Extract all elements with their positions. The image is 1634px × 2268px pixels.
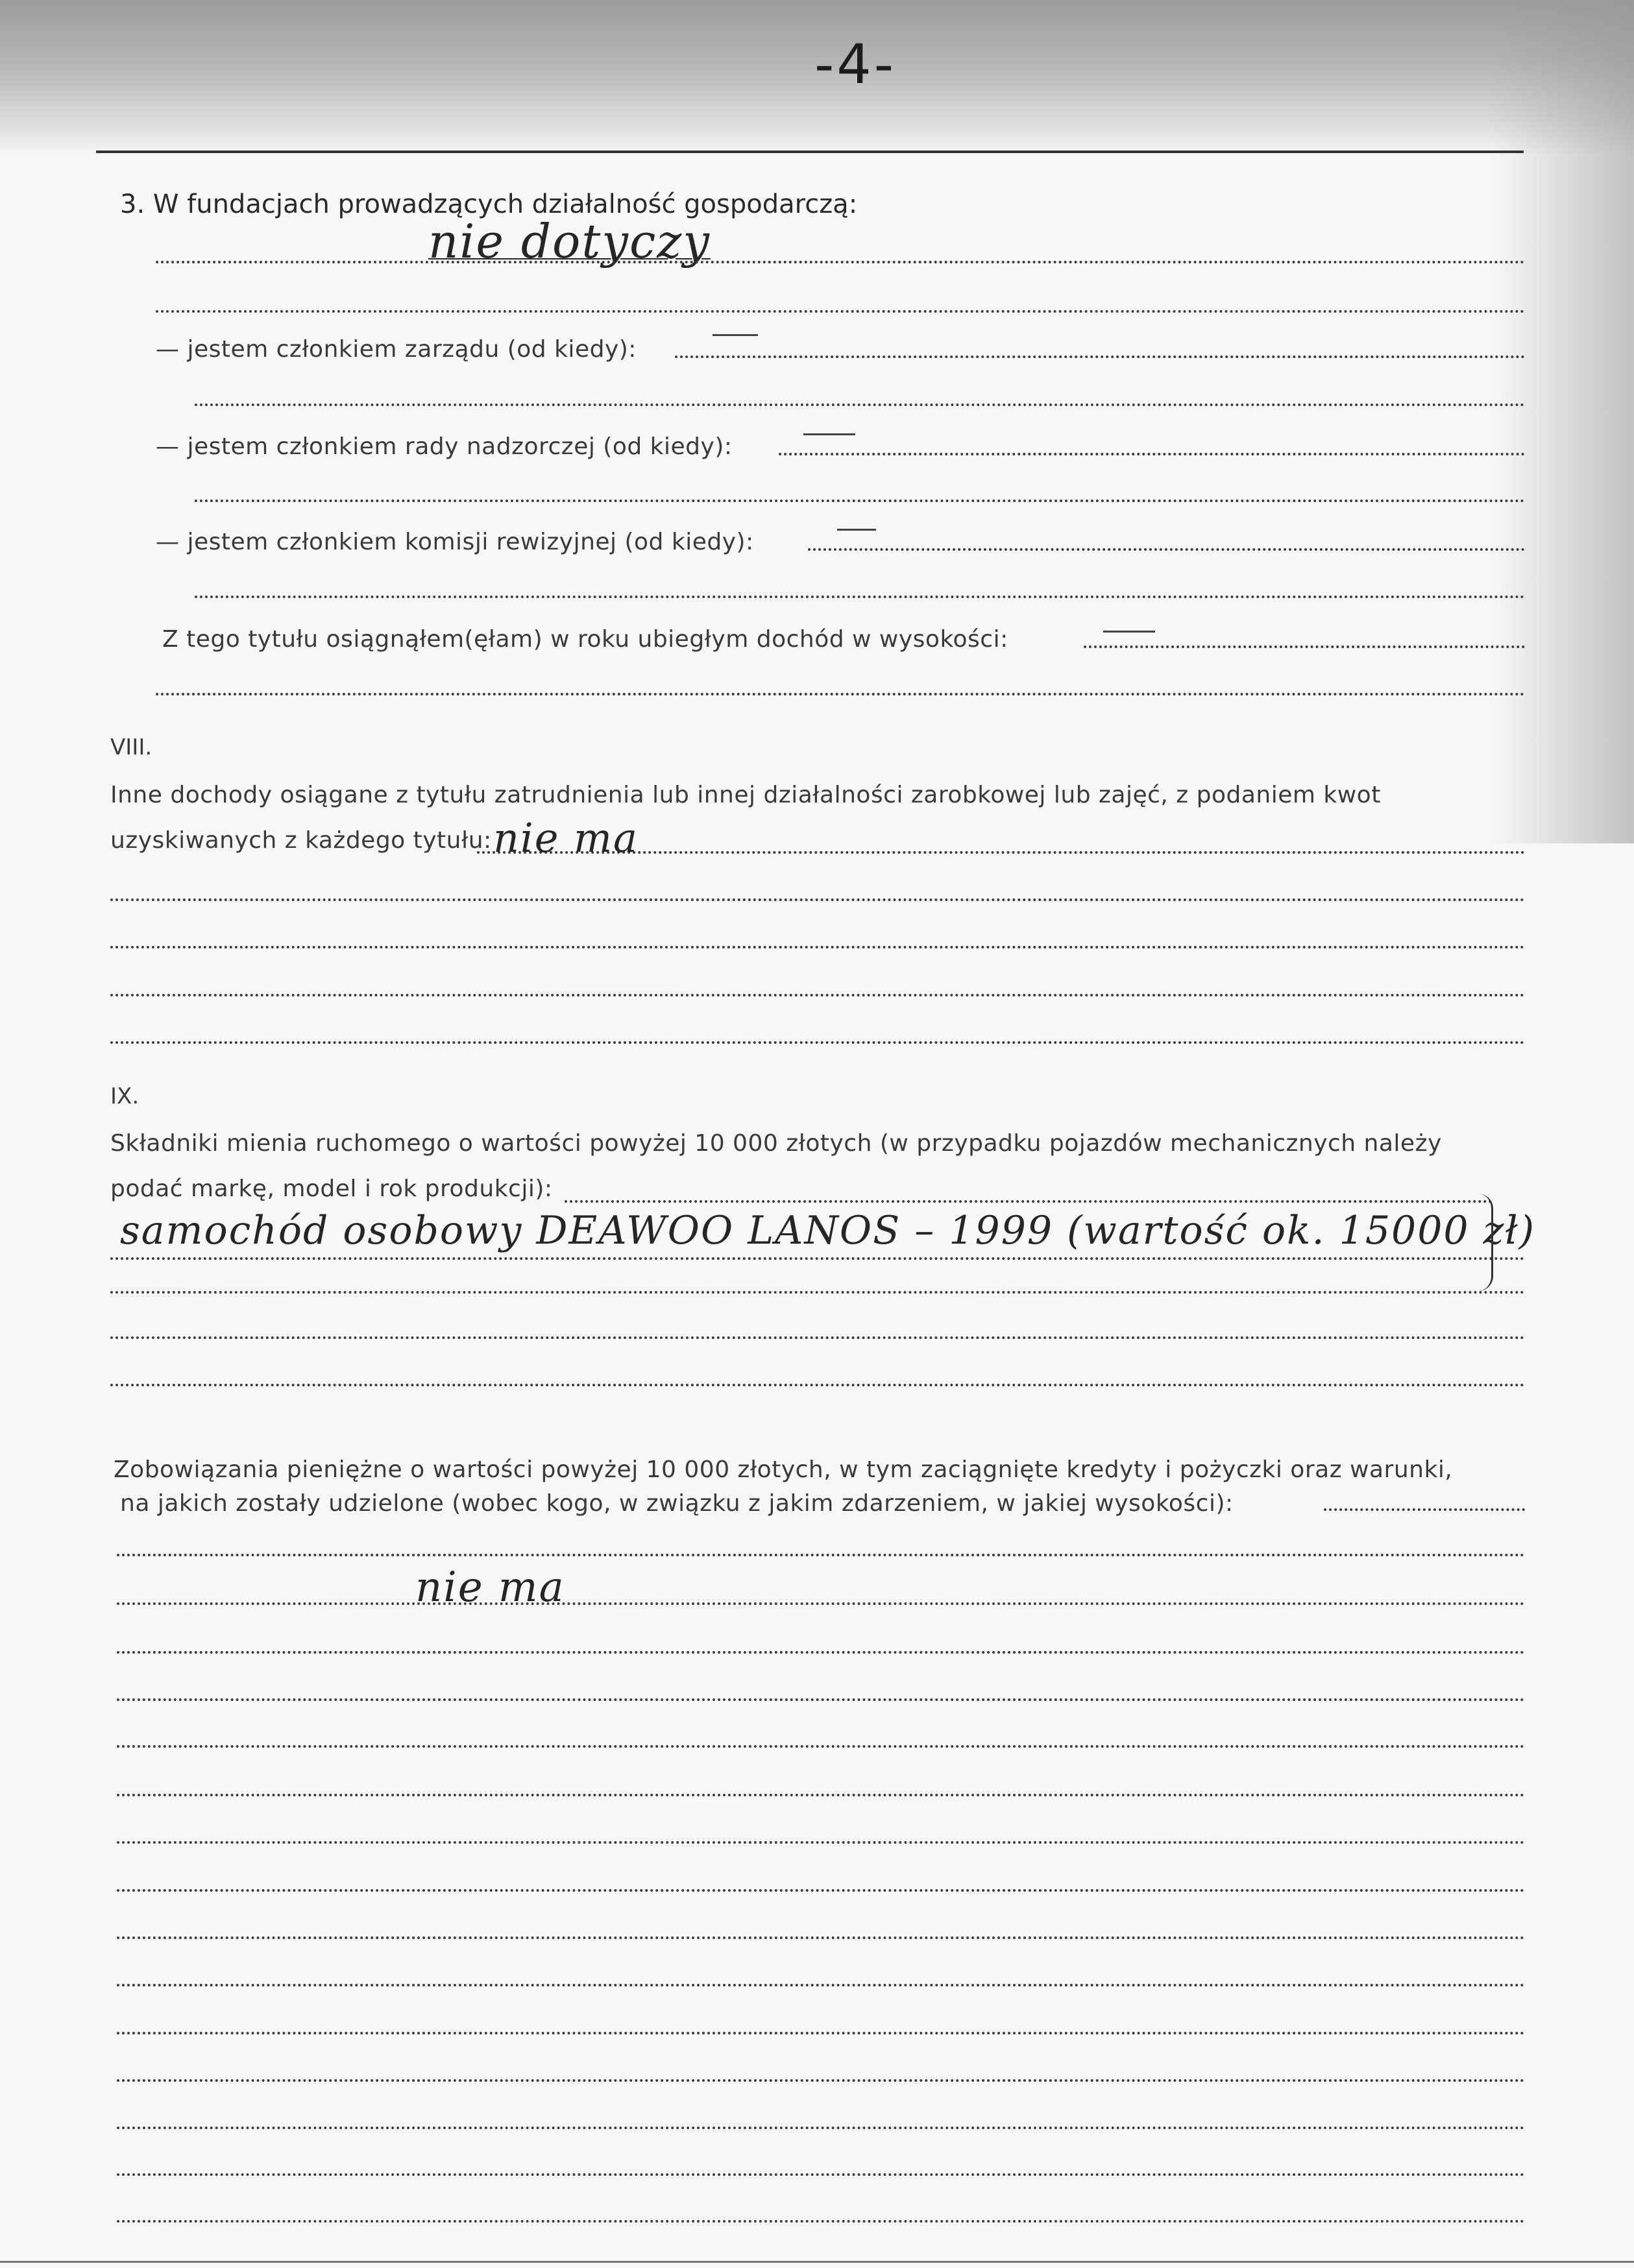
scan-shadow-right — [1491, 0, 1634, 843]
dochod-dash — [1103, 631, 1155, 633]
section9-line-e — [110, 1384, 1525, 1386]
section10-line-a — [1324, 1508, 1525, 1511]
section3-line-1 — [156, 261, 1525, 263]
rada-label: — jestem członkiem rady nadzorczej (od kiedy): — [156, 433, 733, 460]
komisja-dash — [837, 529, 876, 531]
section10-line-d — [117, 1651, 1525, 1654]
section3-answer: nie dotyczy — [428, 214, 711, 269]
section9-line-c — [110, 1291, 1525, 1294]
section9-line1: Składniki mienia ruchomego o wartości powyżej 10 000 złotych (w przypadku pojazdów mechanicznych należy — [110, 1130, 1442, 1157]
rada-line — [779, 453, 1525, 455]
section9-line-a — [565, 1200, 1493, 1203]
section9-answer: samochód osobowy DEAWOO LANOS – 1999 (wartość ok. 15000 zł) — [120, 1208, 1536, 1253]
section10-line-f — [117, 1745, 1525, 1748]
section8-line2: uzyskiwanych z każdego tytułu: — [110, 827, 492, 854]
dochod-line-2 — [156, 693, 1525, 695]
section10-line2: na jakich zostały udzielone (wobec kogo, w związku z jakim zdarzeniem, w jakiej wysokości): — [120, 1490, 1234, 1517]
section10-line-g — [117, 1794, 1525, 1796]
section10-line-k — [117, 1984, 1525, 1986]
zarzad-dash — [713, 334, 758, 336]
section8-line-e — [110, 1041, 1525, 1044]
section9-numeral: IX. — [110, 1083, 140, 1109]
section10-line-e — [117, 1698, 1525, 1701]
section9-line-d — [110, 1336, 1525, 1339]
section10-line-b — [117, 1554, 1525, 1556]
komisja-line-2 — [195, 596, 1525, 598]
dochod-line — [1084, 645, 1525, 648]
section10-line-n — [117, 2127, 1525, 2129]
section9-line-b — [110, 1257, 1525, 1260]
komisja-line — [808, 548, 1525, 551]
zarzad-line-2 — [195, 404, 1525, 406]
section8-answer: nie ma — [493, 814, 639, 862]
footer-rule — [0, 2261, 1634, 2263]
rada-dash — [803, 433, 855, 435]
section10-line-h — [117, 1841, 1525, 1844]
section8-line-c — [110, 946, 1525, 948]
section9-line2: podać markę, model i rok produkcji): — [110, 1176, 553, 1202]
section10-line1: Zobowiązania pieniężne o wartości powyżej 10 000 złotych, w tym zaciągnięte kredyty i pożyczki oraz warunki, — [114, 1456, 1453, 1483]
section8-line1: Inne dochody osiągane z tytułu zatrudnienia lub innej działalności zarobkowej lub zajęć, z podaniem kwot — [110, 782, 1381, 808]
header-rule — [96, 151, 1524, 153]
section10-line-i — [117, 1889, 1525, 1892]
section8-line-b — [110, 899, 1525, 901]
section8-numeral: VIII. — [110, 734, 152, 760]
rada-line-2 — [195, 500, 1525, 502]
komisja-label: — jestem członkiem komisji rewizyjnej (od kiedy): — [156, 529, 754, 555]
page-number: -4- — [814, 32, 897, 96]
section3-heading: 3. W fundacjach prowadzących działalność gospodarczą: — [120, 189, 858, 219]
answer-bracket — [1478, 1194, 1493, 1291]
section10-line-p — [117, 2220, 1525, 2223]
section10-line-m — [117, 2079, 1525, 2082]
section3-line-2 — [156, 310, 1525, 313]
section10-line-j — [117, 1936, 1525, 1939]
section10-line-o — [117, 2173, 1525, 2176]
zarzad-line — [675, 356, 1525, 358]
dochod-label: Z tego tytułu osiągnąłem(ęłam) w roku ubiegłym dochód w wysokości: — [162, 626, 1008, 653]
section10-answer: nie ma — [415, 1563, 565, 1611]
section10-line-c — [117, 1602, 1525, 1605]
section8-line-d — [110, 994, 1525, 996]
section10-line-l — [117, 2032, 1525, 2034]
zarzad-label: — jestem członkiem zarządu (od kiedy): — [156, 336, 637, 363]
